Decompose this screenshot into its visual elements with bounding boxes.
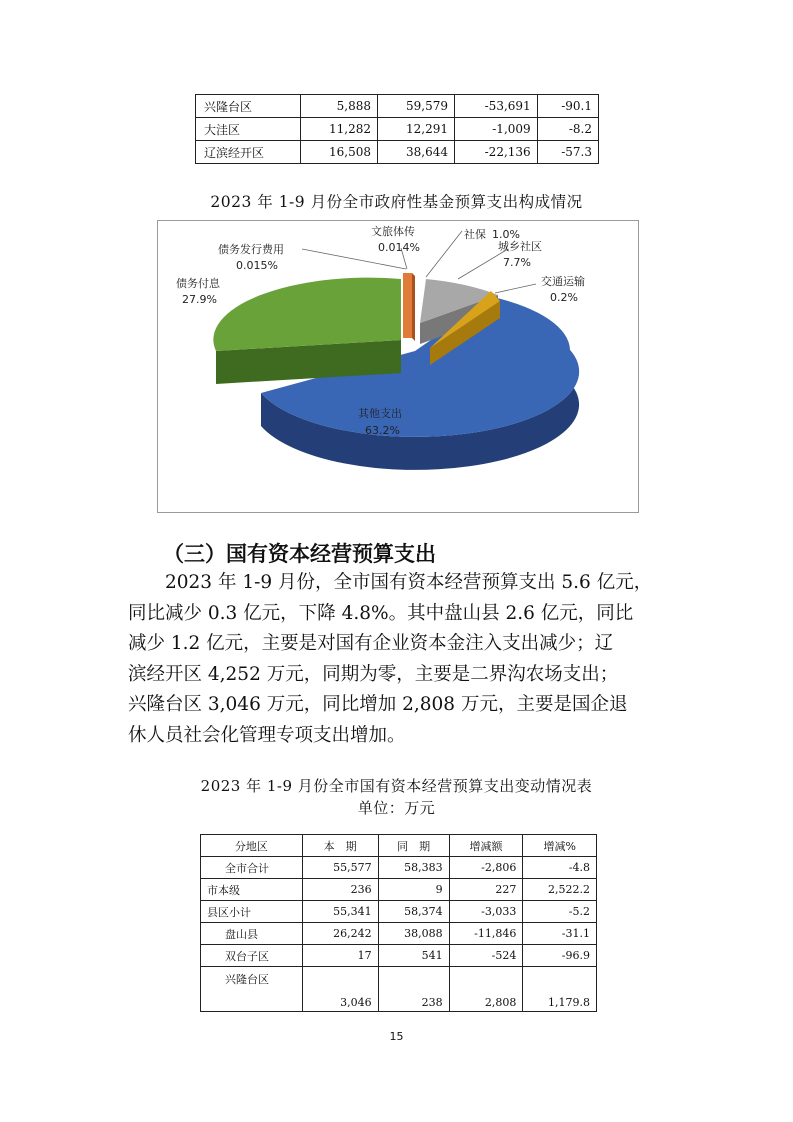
chart-title: 2023 年 1-9 月份全市政府性基金预算支出构成情况 xyxy=(210,193,583,211)
value-cell: 9 xyxy=(378,879,449,901)
label-debt-issuance-fee-pct: 0.015% xyxy=(236,259,278,272)
region-cell: 大洼区 xyxy=(196,118,301,141)
value-cell: 541 xyxy=(378,945,449,967)
column-header: 增减额 xyxy=(449,835,523,857)
value-cell: 2,808 xyxy=(449,967,523,1012)
state-capital-expenditure-table xyxy=(200,834,597,1012)
paragraph-line: 滨经开区 4,252 万元，同期为零，主要是二界沟农场支出； xyxy=(128,663,619,685)
section-heading: （三）国有资本经营预算支出 xyxy=(163,542,436,566)
paragraph-line: 兴隆台区 3,046 万元，同比增加 2,808 万元，主要是国企退 xyxy=(128,694,628,715)
label-social-security-pct: 1.0% xyxy=(492,228,520,241)
table-header-row xyxy=(201,835,597,857)
column-header: 增减% xyxy=(523,835,597,857)
value-cell: 38,644 xyxy=(378,141,455,164)
value-cell: 227 xyxy=(449,879,523,901)
value-cell: 59,579 xyxy=(378,95,455,118)
value-cell: -57.3 xyxy=(537,141,598,164)
table-row xyxy=(201,945,597,967)
table2-title: 2023 年 1-9 月份全市国有资本经营预算支出变动情况表 xyxy=(200,777,593,795)
value-cell: 3,046 xyxy=(302,967,378,1012)
value-cell: 238 xyxy=(378,967,449,1012)
value-cell: 236 xyxy=(302,879,378,901)
value-cell: 11,282 xyxy=(301,118,378,141)
value-cell: 55,577 xyxy=(302,857,378,879)
table-row xyxy=(196,95,599,118)
column-header: 分地区 xyxy=(201,835,303,857)
paragraph-line: 休人员社会化管理专项支出增加。 xyxy=(128,724,406,746)
table-row xyxy=(201,901,597,923)
page-number: 15 xyxy=(389,1030,404,1043)
value-cell: -11,846 xyxy=(449,923,523,945)
table-row xyxy=(196,141,599,164)
table-row xyxy=(201,967,597,1012)
region-cell: 辽滨经开区 xyxy=(196,141,301,164)
label-social-security: 社保 xyxy=(464,228,486,241)
label-debt-interest: 债务付息 xyxy=(176,277,220,290)
column-header: 同 期 xyxy=(378,835,449,857)
region-cell: 盘山县 xyxy=(201,923,303,945)
value-cell: 2,522.2 xyxy=(523,879,597,901)
table2-unit: 单位：万元 xyxy=(357,799,436,817)
value-cell: 17 xyxy=(302,945,378,967)
paragraph-line: 减少 1.2 亿元，主要是对国有企业资本金注入支出减少；辽 xyxy=(128,633,614,654)
value-cell: -4.8 xyxy=(523,857,597,879)
pie-chart xyxy=(157,220,639,513)
regional-expenditure-table-top xyxy=(195,94,599,164)
label-transport-pct: 0.2% xyxy=(550,291,578,304)
value-cell: -90.1 xyxy=(537,95,598,118)
value-cell: -96.9 xyxy=(523,945,597,967)
value-cell: -8.2 xyxy=(537,118,598,141)
label-culture-tourism: 文旅体传 xyxy=(371,225,415,238)
value-cell: -22,136 xyxy=(455,141,538,164)
region-cell: 兴隆台区 xyxy=(201,967,303,1012)
label-debt-issuance-fee: 债务发行费用 xyxy=(218,243,284,256)
label-culture-tourism-pct: 0.014% xyxy=(378,241,420,254)
value-cell: 1,179.8 xyxy=(523,967,597,1012)
slice-culture-tourism xyxy=(403,273,415,341)
table-row xyxy=(201,879,597,901)
value-cell: -53,691 xyxy=(455,95,538,118)
label-urban-rural: 城乡社区 xyxy=(498,240,542,253)
table-row xyxy=(201,923,597,945)
region-cell: 兴隆台区 xyxy=(196,95,301,118)
label-other-expenditure-pct: 63.2% xyxy=(365,424,400,437)
column-header: 本 期 xyxy=(302,835,378,857)
value-cell: -1,009 xyxy=(455,118,538,141)
slice-debt-interest xyxy=(213,278,401,384)
value-cell: 26,242 xyxy=(302,923,378,945)
value-cell: 5,888 xyxy=(301,95,378,118)
value-cell: -3,033 xyxy=(449,901,523,923)
value-cell: 12,291 xyxy=(378,118,455,141)
region-cell: 县区小计 xyxy=(201,901,303,923)
region-cell: 全市合计 xyxy=(201,857,303,879)
paragraph-line: 2023 年 1-9 月份，全市国有资本经营预算支出 5.6 亿元， xyxy=(128,572,653,593)
body-paragraph xyxy=(128,568,688,751)
label-urban-rural-pct: 7.7% xyxy=(503,256,531,269)
value-cell: -2,806 xyxy=(449,857,523,879)
region-cell: 双台子区 xyxy=(201,945,303,967)
value-cell: 16,508 xyxy=(301,141,378,164)
paragraph-line: 同比减少 0.3 亿元，下降 4.8%。其中盘山县 2.6 亿元，同比 xyxy=(128,602,634,624)
table-row xyxy=(196,118,599,141)
region-cell: 市本级 xyxy=(201,879,303,901)
label-other-expenditure: 其他支出 xyxy=(358,407,402,420)
value-cell: -5.2 xyxy=(523,901,597,923)
value-cell: -524 xyxy=(449,945,523,967)
value-cell: 58,383 xyxy=(378,857,449,879)
table-row xyxy=(201,857,597,879)
value-cell: 38,088 xyxy=(378,923,449,945)
value-cell: 55,341 xyxy=(302,901,378,923)
label-transport: 交通运输 xyxy=(541,275,585,288)
value-cell: 58,374 xyxy=(378,901,449,923)
label-debt-interest-pct: 27.9% xyxy=(182,293,217,306)
value-cell: -31.1 xyxy=(523,923,597,945)
